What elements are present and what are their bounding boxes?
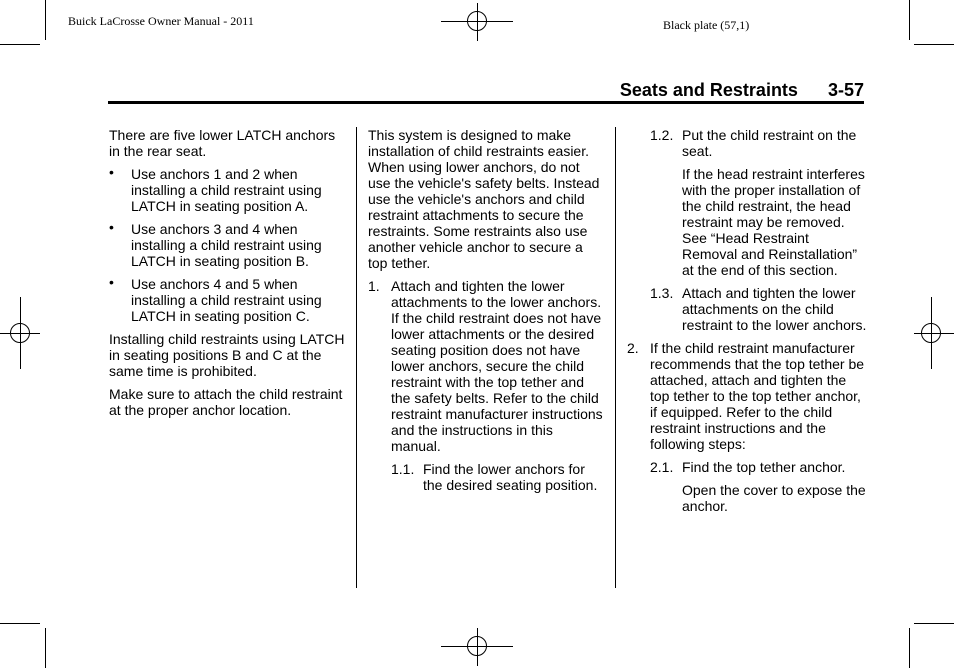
bullet-item: • Use anchors 1 and 2 when installing a child restraint using LATCH in seating position A. — [109, 164, 322, 214]
crop-mark — [45, 628, 46, 668]
crop-mark — [914, 623, 954, 624]
substep-note: Open the cover to expose the anchor. — [682, 482, 866, 514]
page-number: 3-57 — [827, 80, 864, 100]
column-2 — [368, 127, 604, 500]
column-divider — [356, 127, 357, 588]
step-item: 1. Attach and tighten the lower attachments to the lower anchors. If the child restraint does not have lower attachments or the desired seating position does not have lower anchors, secure the child restraint with the top tether and the safety belts. Refer to the child restraint manufacturer instructions and the instructions in this manual. — [368, 278, 603, 454]
bullet-item: • Use anchors 3 and 4 when installing a child restraint using LATCH in seating position B. — [109, 219, 322, 269]
bullet-icon: • — [109, 164, 114, 180]
substep-item: 1.1. Find the lower anchors for the desired seating position. — [391, 461, 598, 493]
section-title: Seats and Restraints — [619, 80, 798, 100]
column-1 — [109, 127, 349, 425]
substep-item: 2.1. Find the top tether anchor. — [650, 459, 846, 475]
crop-mark — [0, 44, 40, 45]
body-paragraph: Installing child restraints using LATCH in seating positions B and C at the same time is prohibited. — [109, 331, 345, 379]
heading-rule — [108, 101, 864, 104]
plate-label: Black plate (57,1) — [663, 18, 750, 32]
column-divider — [615, 127, 616, 588]
body-paragraph: Make sure to attach the child restraint at the proper anchor location. — [109, 386, 343, 418]
crop-mark — [0, 623, 40, 624]
crop-mark — [909, 628, 910, 668]
column-3 — [627, 127, 867, 521]
substep-item: 1.2. Put the child restraint on the seat. — [650, 127, 857, 159]
section-heading — [620, 80, 864, 101]
crop-mark — [914, 44, 954, 45]
crop-mark — [45, 0, 46, 40]
bullet-icon: • — [109, 219, 114, 235]
step-item: 2. If the child restraint manufacturer recommends that the top tether be attached, attach and tighten the top tether to the top tether anchor, if equipped. Refer to the child restraint instructions and the following steps: — [627, 340, 865, 452]
manual-title: Buick LaCrosse Owner Manual - 2011 — [68, 14, 254, 28]
bullet-icon: • — [109, 274, 114, 290]
intro-paragraph: This system is designed to make installation of child restraints easier. When using lower anchors, do not use the vehicle's safety belts. Instead use the vehicle's anchors and child restraint attachments to secure the restraints. Some restraints also use another vehicle anchor to secure a top tether. — [368, 127, 600, 271]
substep-note: If the head restraint interferes with the proper installation of the child restraint, the head restraint may be removed. See “Head Restraint Removal and Reinstallation” at the end of this section. — [682, 166, 865, 278]
crop-mark — [909, 0, 910, 40]
bullet-item: • Use anchors 4 and 5 when installing a child restraint using LATCH in seating position C. — [109, 274, 322, 324]
substep-item: 1.3. Attach and tighten the lower attachments on the child restraint to the lower anchors. — [650, 285, 867, 333]
intro-paragraph: There are five lower LATCH anchors in the rear seat. — [109, 127, 336, 159]
